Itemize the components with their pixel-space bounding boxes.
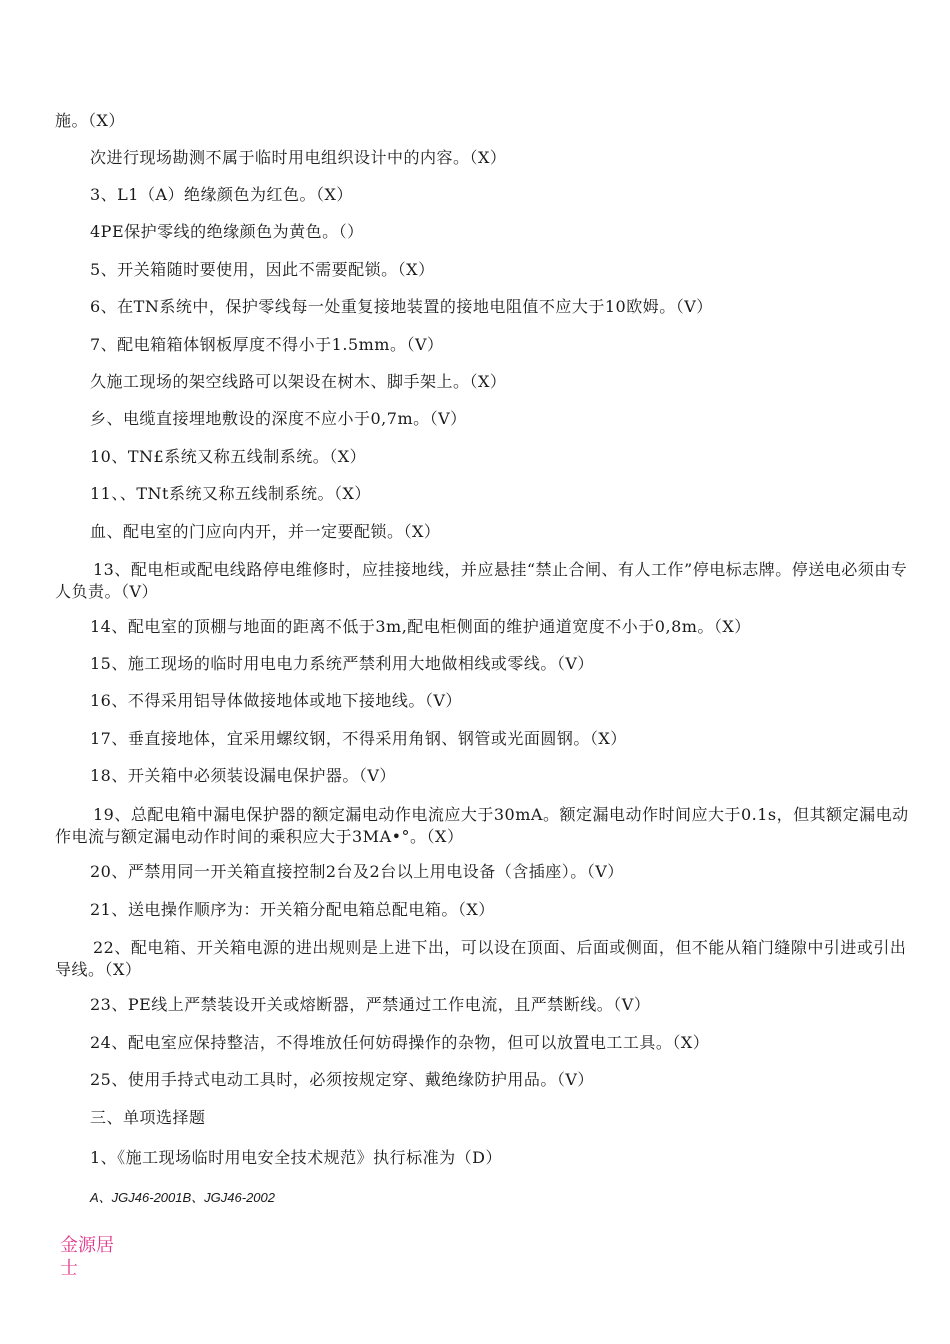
text-line-10: 10、TN£系统又称五线制系统。（X）: [90, 447, 367, 466]
text-line-3: 3、L1（A）绝缘颜色为红色。（X）: [90, 185, 353, 204]
text-line-11: 11、、TNt系统又称五线制系统。（X）: [90, 484, 371, 503]
text-line-13: 13、配电柜或配电线路停电维修时，应挂接地线，并应悬挂“禁止合闸、有人工作”停电标志牌。停送电必须由专人负责。（V）: [55, 560, 908, 601]
text-line-25: 25、使用手持式电动工具时，必须按规定穿、戴绝缘防护用品。（V）: [90, 1070, 594, 1089]
text-line-24: 24、配电室应保持整洁，不得堆放任何妨碍操作的杂物，但可以放置电工工具。（X）: [90, 1033, 710, 1052]
text-line-7: 7、配电箱箱体钢板厚度不得小于1.5mm。（V）: [90, 335, 444, 354]
question-1: 1、《施工现场临时用电安全技术规范》执行标准为（D）: [90, 1148, 503, 1167]
option-a: A、JGJ46-2001B、JGJ46-2002: [90, 1190, 275, 1205]
text-line-8: 久施工现场的架空线路可以架设在树木、脚手架上。（X）: [90, 372, 507, 391]
watermark-text: 金源居士: [60, 1235, 114, 1279]
text-line-15: 15、施工现场的临时用电电力系统严禁利用大地做相线或零线。（V）: [90, 654, 594, 673]
text-line-19: 19、总配电箱中漏电保护器的额定漏电动作电流应大于30mA。额定漏电动作时间应大于0.1s，但其额定漏电动作电流与额定漏电动作时间的乘积应大于3MA•°。（X）: [55, 805, 909, 846]
text-line-18: 18、开关箱中必须装设漏电保护器。（V）: [90, 766, 396, 785]
text-line-1: 施。（X）: [55, 111, 125, 130]
text-line-2: 次进行现场勘测不属于临时用电组织设计中的内容。（X）: [90, 148, 507, 167]
section-heading: 三、单项选择题: [90, 1108, 206, 1127]
text-line-12: 血、配电室的门应向内开，并一定要配锁。（X）: [90, 522, 441, 541]
text-line-16: 16、不得采用铝导体做接地体或地下接地线。（V）: [90, 691, 462, 710]
text-line-23: 23、PE线上严禁装设开关或熔断器，严禁通过工作电流，且严禁断线。（V）: [90, 995, 651, 1014]
text-line-20: 20、严禁用同一开关箱直接控制2台及2台以上用电设备（含插座）。（V）: [90, 862, 624, 881]
text-line-17: 17、垂直接地体，宜采用螺纹钢，不得采用角钢、钢管或光面圆钢。（X）: [90, 729, 627, 748]
text-line-9: 乡、电缆直接埋地敷设的深度不应小于0,7m。（V）: [90, 409, 467, 428]
text-line-5: 5、开关箱随时要使用，因此不需要配锁。（X）: [90, 260, 435, 279]
text-line-4: 4PE保护零线的绝缘颜色为黄色。（）: [90, 222, 364, 241]
text-line-6: 6、在TN系统中，保护零线每一处重复接地装置的接地电阻值不应大于10欧姆。（V）: [90, 297, 713, 316]
text-line-22: 22、配电箱、开关箱电源的进出规则是上进下出，可以设在顶面、后面或侧面，但不能从箱门缝隙中引进或引出导线。（X）: [55, 938, 907, 979]
text-line-21: 21、送电操作顺序为：开关箱分配电箱总配电箱。（X）: [90, 900, 495, 919]
text-line-14: 14、配电室的顶棚与地面的距离不低于3m,配电柜侧面的维护通道宽度不小于0,8m。（X）: [90, 617, 751, 636]
